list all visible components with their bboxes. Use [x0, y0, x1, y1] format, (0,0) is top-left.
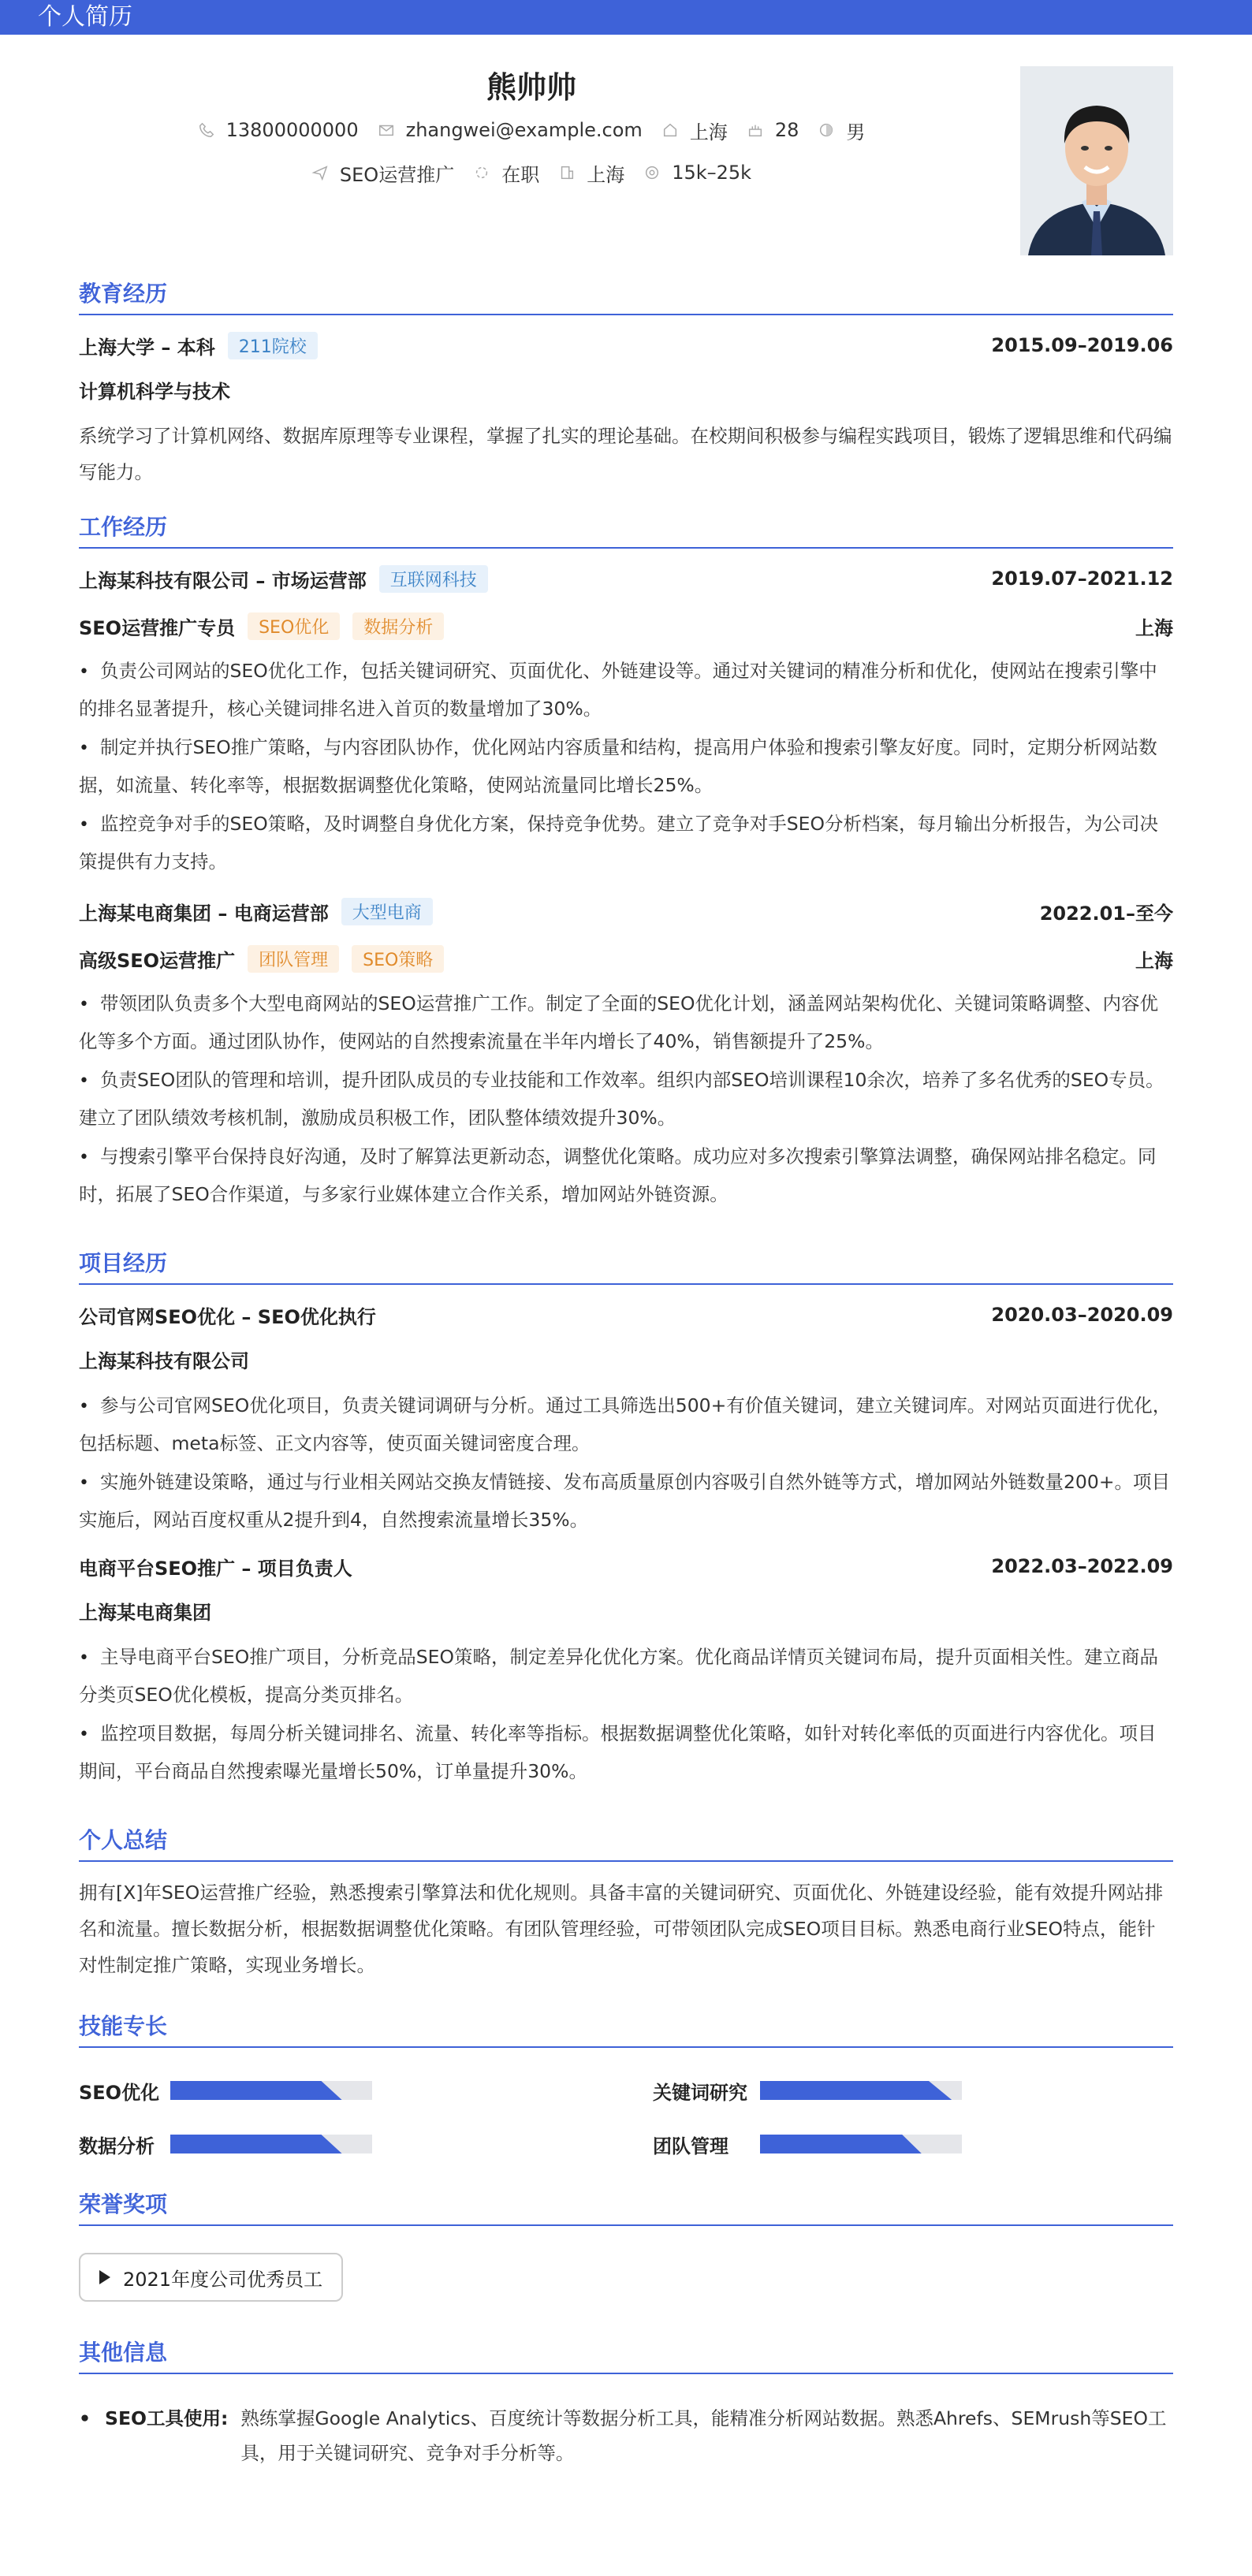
- summary-text: 拥有[X]年SEO运营推广经验，熟悉搜索引擎算法和优化规则。具备丰富的关键词研究、页面优化、外链建设经验，能有效提升网站排名和流量。擅长数据分析，根据数据调整优化策略。有团队管理经验，可带领团队完成SEO项目目标。熟悉电商行业SEO特点，能针对性制定推广策略，实现业务增长。: [79, 1882, 1164, 1976]
- skill-fill: [170, 2081, 342, 2100]
- skill-fill: [760, 2135, 922, 2153]
- gender-icon: [818, 121, 835, 139]
- award-item[interactable]: [79, 2253, 343, 2302]
- role-row: [79, 935, 1173, 982]
- caret-right-icon: [99, 2270, 110, 2284]
- projects-section: [79, 1244, 1173, 1789]
- topbar: [0, 0, 1252, 35]
- list-item: • 带领团队负责多个大型电商网站的SEO运营推广工作。制定了全面的SEO优化计划，涵盖网站架构优化、关键词策略调整、内容优化等多个方面。通过团队协作，使网站的自然搜索流量在半年内增长了40%，销售额提升了25%。: [79, 985, 1173, 1059]
- skills-grid: [79, 2072, 1173, 2163]
- role-tag: 数据分析: [352, 612, 444, 640]
- other-label: • SEO工具使用:: [79, 2401, 228, 2470]
- skill-item: [79, 2125, 653, 2163]
- skill-bar: [760, 2081, 962, 2100]
- salary-item: [643, 162, 751, 184]
- education-section: [79, 274, 1173, 490]
- summary-section: [79, 1821, 1173, 1983]
- list-item: • 实施外链建设策略，通过与行业相关网站交换友情链接、发布高质量原创内容吸引自然外链等方式，增加网站外链数量200+。项目实施后，网站百度权重从2提升到4，自然搜索流量增长35%。: [79, 1464, 1173, 1538]
- status-icon: [473, 164, 490, 181]
- gender-item: [818, 117, 865, 144]
- skill-fill: [760, 2081, 952, 2100]
- send-icon: [311, 164, 329, 181]
- company-tag: 互联网科技: [379, 565, 488, 593]
- role-name: 高级SEO运营推广: [79, 949, 236, 972]
- awards-section: [79, 2185, 1173, 2302]
- award-text: 2021年度公司优秀员工: [123, 2268, 323, 2291]
- skill-bar: [170, 2081, 372, 2100]
- list-item: • 与搜索引擎平台保持良好沟通，及时了解算法更新动态，调整优化策略。成功应对多次搜索引擎算法调整，确保网站排名稳定。同时，拓展了SEO合作渠道，与多家行业媒体建立合作关系，增加网站外链资源。: [79, 1138, 1173, 1212]
- phone-icon: [198, 121, 215, 139]
- school-name: 上海大学 – 本科: [79, 336, 215, 359]
- email-text: zhangwei@example.com: [405, 119, 643, 141]
- project-header-row: [79, 1291, 1173, 1338]
- target-city-item: [558, 159, 624, 187]
- education-title: 教育经历: [79, 274, 1173, 315]
- list-item: • 监控项目数据，每周分析关键词排名、流量、转化率等指标。根据数据调整优化策略，如针对转化率低的页面进行内容优化。项目期间，平台商品自然搜索曝光量增长50%，订单量提升30%。: [79, 1715, 1173, 1789]
- other-title: 其他信息: [79, 2333, 1173, 2374]
- skill-item: [79, 2072, 653, 2109]
- skill-name: SEO优化: [79, 2081, 160, 2104]
- skill-fill: [170, 2135, 342, 2153]
- list-item: • 制定并执行SEO推广策略，与内容团队协作，优化网站内容质量和结构，提高用户体验和搜索引擎友好度。同时，定期分析网站数据，如流量、转化率等，根据数据调整优化策略，使网站流量同比增长25%。: [79, 729, 1173, 803]
- resume-header: [79, 35, 1173, 263]
- summary-title: 个人总结: [79, 1821, 1173, 1862]
- project-item: [79, 1291, 1173, 1538]
- project-org: 上海某电商集团: [79, 1602, 211, 1624]
- home-icon: [661, 121, 679, 139]
- skills-section: [79, 2007, 1173, 2163]
- work-city: 上海: [1135, 949, 1173, 972]
- other-text: 熟练掌握Google Analytics、百度统计等数据分析工具，能精准分析网站数据。熟悉Ahrefs、SEMrush等SEO工具，用于关键词研究、竞争对手分析等。: [240, 2407, 1167, 2464]
- mail-icon: [378, 121, 395, 139]
- candidate-name: 熊帅帅: [486, 70, 576, 105]
- money-icon: [643, 164, 661, 181]
- gender-text: 男: [846, 121, 866, 143]
- project-bullets: [79, 1387, 1173, 1538]
- status-item: [473, 159, 539, 187]
- list-item: • 监控竞争对手的SEO策略，及时调整自身优化方案，保持竞争优势。建立了竞争对手SEO分析档案，每月输出分析报告，为公司决策提供有力支持。: [79, 806, 1173, 880]
- resume-page: [79, 35, 1173, 2470]
- awards-title: 荣誉奖项: [79, 2185, 1173, 2226]
- work-header-row: [79, 555, 1173, 602]
- work-bullets: [79, 985, 1173, 1212]
- project-bullets: [79, 1639, 1173, 1789]
- skill-item: [653, 2072, 1173, 2109]
- email-item: [378, 119, 643, 141]
- job-line: [79, 151, 984, 194]
- skill-item: [653, 2125, 1173, 2163]
- education-desc: 系统学习了计算机网络、数据库原理等专业课程，掌握了扎实的理论基础。在校期间积极参与编程实践项目，锻炼了逻辑思维和代码编写能力。: [79, 425, 1172, 483]
- role-tag: 团队管理: [248, 945, 339, 973]
- list-item: • 负责SEO团队的管理和培训，提升团队成员的专业技能和工作效率。组织内部SEO培训课程10余次，培养了多名优秀的SEO专员。建立了团队绩效考核机制，激励成员积极工作，团队整体绩效提升30%。: [79, 1062, 1173, 1136]
- skill-name: 数据分析: [79, 2135, 155, 2157]
- school-tag: 211院校: [228, 332, 318, 359]
- status-text: 在职: [501, 163, 540, 186]
- company-name: 上海某科技有限公司 – 市场运营部: [79, 569, 367, 592]
- salary-text: 15k–25k: [672, 162, 752, 184]
- profile-photo: [1020, 66, 1173, 255]
- other-item: [79, 2401, 1173, 2470]
- education-date: 2015.09–2019.06: [991, 334, 1173, 356]
- role-row: [79, 602, 1173, 650]
- building-icon: [558, 164, 576, 181]
- project-header-row: [79, 1543, 1173, 1590]
- cake-icon: [747, 121, 764, 139]
- city-text: 上海: [689, 121, 728, 143]
- work-item: [79, 888, 1173, 1212]
- company-name: 上海某电商集团 – 电商运营部: [79, 902, 329, 925]
- age-item: [747, 119, 799, 141]
- city-item: [661, 117, 728, 144]
- company-tag: 大型电商: [341, 898, 433, 925]
- role-name: SEO运营推广专员: [79, 616, 236, 639]
- list-item: • 负责公司网站的SEO优化工作，包括关键词研究、页面优化、外链建设等。通过对关键词的精准分析和优化，使网站在搜索引擎中的排名显著提升，核心关键词排名进入首页的数量增加了30%。: [79, 653, 1173, 727]
- skill-bar: [760, 2135, 962, 2153]
- major: 计算机科学与技术: [79, 381, 230, 403]
- topbar-title: 个人简历: [38, 3, 132, 31]
- project-item: [79, 1543, 1173, 1789]
- target-city-text: 上海: [587, 163, 625, 186]
- project-name: 电商平台SEO推广 – 项目负责人: [79, 1557, 352, 1580]
- project-org: 上海某科技有限公司: [79, 1350, 249, 1372]
- other-section: [79, 2333, 1173, 2470]
- work-date: 2022.01–至今: [1039, 902, 1173, 925]
- skill-name: 团队管理: [653, 2135, 728, 2157]
- skills-title: 技能专长: [79, 2007, 1173, 2048]
- work-bullets: [79, 653, 1173, 880]
- job-target-text: SEO运营推广: [339, 163, 455, 186]
- projects-title: 项目经历: [79, 1244, 1173, 1285]
- project-date: 2022.03–2022.09: [991, 1555, 1173, 1577]
- skill-bar: [170, 2135, 372, 2153]
- role-tag: SEO优化: [248, 612, 340, 640]
- list-item: • 参与公司官网SEO优化项目，负责关键词调研与分析。通过工具筛选出500+有价值关键词，建立关键词库。对网站页面进行优化，包括标题、meta标签、正文内容等，使页面关键词密度合理。: [79, 1387, 1173, 1461]
- work-city: 上海: [1135, 616, 1173, 639]
- list-item: • 主导电商平台SEO推广项目，分析竞品SEO策略，制定差异化优化方案。优化商品详情页关键词布局，提升页面相关性。建立商品分类页SEO优化模板，提高分类页排名。: [79, 1639, 1173, 1713]
- job-target-item: [311, 159, 454, 187]
- skill-name: 关键词研究: [653, 2081, 747, 2104]
- phone-text: 13800000000: [225, 119, 359, 141]
- work-date: 2019.07–2021.12: [991, 568, 1173, 590]
- project-name: 公司官网SEO优化 – SEO优化执行: [79, 1305, 376, 1328]
- work-section: [79, 508, 1173, 1212]
- age-text: 28: [774, 119, 799, 141]
- contact-line: [79, 109, 984, 151]
- education-row: [79, 322, 1173, 369]
- work-item: [79, 555, 1173, 880]
- role-tag: SEO策略: [352, 945, 444, 973]
- work-header-row: [79, 888, 1173, 935]
- project-date: 2020.03–2020.09: [991, 1304, 1173, 1326]
- phone-item: [198, 119, 359, 141]
- work-title: 工作经历: [79, 508, 1173, 549]
